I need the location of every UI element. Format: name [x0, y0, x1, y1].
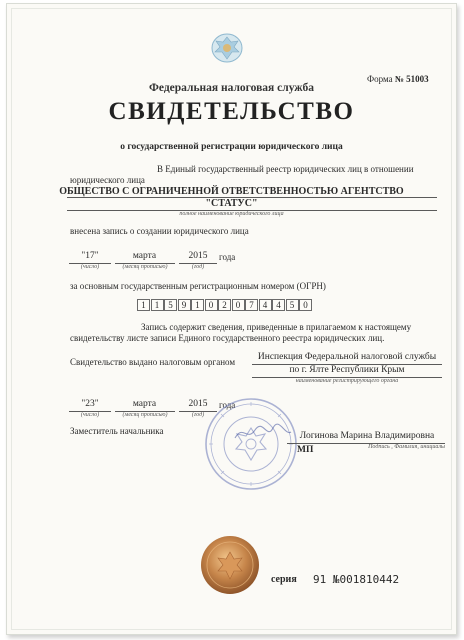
series-serial: №001810442: [332, 573, 400, 586]
ogrn-number: [137, 299, 317, 311]
authority-line-1: Инспекция Федеральной налоговой службы: [257, 352, 437, 362]
official-seal-icon: [203, 396, 299, 492]
signer-name: Логинова Марина Владимировна: [299, 431, 435, 441]
ogrn-digit: 5: [286, 299, 299, 311]
entry-year-suffix: года: [219, 252, 236, 262]
ogrn-digit: 1: [151, 299, 164, 311]
issue-month-caption: (месяц прописью): [122, 412, 168, 418]
issuer: Федеральная налоговая служба: [149, 82, 314, 94]
authority-caption: наименование регистрирующего органа: [295, 378, 399, 384]
issue-month: марта: [132, 399, 157, 409]
issue-day: "23": [81, 399, 99, 409]
ogrn-digit: 1: [191, 299, 204, 311]
series-number: [313, 573, 399, 586]
signer-position: Заместитель начальника: [70, 426, 164, 436]
entry-month-caption: (месяц прописью): [122, 264, 168, 270]
record-line-2: свидетельству листе записи Единого государственного реестра юридических лиц.: [70, 333, 385, 343]
form-label: Форма: [367, 74, 393, 84]
hologram-seal-icon: [200, 535, 260, 595]
ogrn-digit: 0: [232, 299, 245, 311]
entry-day: "17": [81, 251, 99, 261]
ogrn-digit: 4: [272, 299, 285, 311]
ogrn-digit: 2: [218, 299, 231, 311]
ogrn-digit: 5: [164, 299, 177, 311]
issue-year-caption: (год): [191, 412, 205, 418]
entry-day-caption: (число): [80, 264, 100, 270]
series-label: серия: [271, 574, 297, 585]
entry-month: марта: [132, 251, 157, 261]
ogrn-digit: 1: [137, 299, 150, 311]
ogrn-digit: 7: [245, 299, 258, 311]
ogrn-digit: 4: [259, 299, 272, 311]
authority-line-2: по г. Ялте Республики Крым: [289, 365, 405, 375]
ogrn-text: за основным государственным регистрационным номером (ОГРН): [70, 281, 326, 291]
company-name-line-2: "СТАТУС": [205, 198, 258, 209]
form-number-value: № 51003: [394, 74, 429, 84]
issue-year: 2015: [188, 399, 208, 409]
signature-icon: [233, 422, 293, 444]
issued-by-text: Свидетельство выдано налоговым органом: [70, 357, 236, 367]
issue-day-caption: (число): [80, 412, 100, 418]
register-line-1: В Единый государственный реестр юридических лиц в отношении: [157, 164, 414, 174]
entry-text: внесена запись о создании юридического лица: [70, 226, 249, 236]
entry-year: 2015: [188, 251, 208, 261]
subtitle: о государственной регистрации юридического лица: [120, 142, 343, 152]
page-title: СВИДЕТЕЛЬСТВО: [108, 98, 355, 125]
series-code: 91: [313, 573, 327, 586]
ogrn-digit: 0: [205, 299, 218, 311]
issue-year-suffix: года: [219, 400, 236, 410]
ogrn-digit: 9: [178, 299, 191, 311]
certificate-page: [6, 3, 457, 635]
entry-year-caption: (год): [191, 264, 205, 270]
company-name-line-1: ОБЩЕСТВО С ОГРАНИЧЕННОЙ ОТВЕТСТВЕННОСТЬЮ АГЕНТСТВО: [59, 186, 404, 197]
emblem-icon: [207, 30, 247, 66]
register-line-2: юридического лица: [70, 175, 145, 185]
ogrn-digit: 0: [299, 299, 312, 311]
mp-label: МП: [297, 445, 314, 455]
signer-caption: Подпись , Фамилия, инициалы: [368, 444, 445, 450]
company-caption: полное наименование юридического лица: [179, 211, 284, 217]
record-line-1: Запись содержит сведения, приведенные в прилагаемом к настоящему: [141, 322, 412, 332]
